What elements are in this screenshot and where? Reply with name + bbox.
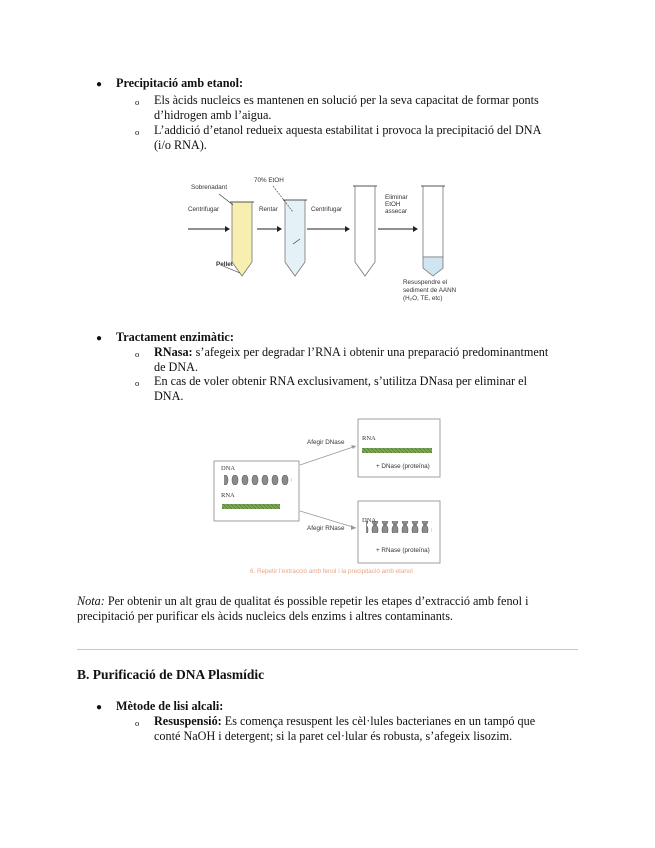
nota-paragraph: Nota: Per obtenir un alt grau de qualitat és possible repetir les etapes d’extracció amb fenol i precipitació per purificar els àcids nucleics dels enzims i altres contaminants. xyxy=(77,594,529,623)
label-70-etoh: 70% EtOH xyxy=(254,177,284,184)
label-eliminar-etoh: Eliminar EtOH assecar xyxy=(385,194,408,215)
list-item: L’addició d’etanol redueix aquesta estabilitat i provoca la precipitació del DNA (i/o RNA). xyxy=(154,123,542,152)
section-heading-b: B. Purificació de DNA Plasmídic xyxy=(77,667,265,682)
label-dna-bottom: DNA xyxy=(362,517,377,524)
section-divider xyxy=(77,649,578,650)
label-rnase-proteina: + RNase (proteïna) xyxy=(376,547,430,554)
label-rna-top: RNA xyxy=(362,435,376,442)
list-item: Resuspensió: Es comença resuspent les cèl·lules bacterianes en un tampó que conté NaOH i detergent; si la paret cel·lular és robusta, s’afegeix lisozim. xyxy=(154,714,536,743)
section-title-precipitacio: Precipitació amb etanol: xyxy=(116,76,244,90)
circle-bullet-icon: o xyxy=(135,349,140,359)
label-afegir-dnase: Afegir DNase xyxy=(307,439,345,446)
diagram-caption: 6. Repetir l’extracció amb fenol i la precipitació amb etanol xyxy=(250,568,413,575)
label-resuspendre: Resuspendre el sediment de AANN (H₂O, TE, etc) xyxy=(403,279,457,302)
label-centrifugar-2: Centrifugar xyxy=(311,206,343,213)
bullet-icon: ● xyxy=(96,702,103,713)
label-pellet: Pellet xyxy=(216,261,233,268)
label-afegir-rnase: Afegir RNase xyxy=(307,525,345,532)
circle-bullet-icon: o xyxy=(135,378,140,388)
label-dnase-proteina: + DNase (proteïna) xyxy=(376,463,430,470)
section-title-tractament: Tractament enzimàtic: xyxy=(116,330,234,344)
method-title: Mètode de lisi alcali: xyxy=(116,699,224,713)
bullet-icon: ● xyxy=(96,333,103,344)
circle-bullet-icon: o xyxy=(135,127,140,137)
bullet-icon: ● xyxy=(96,79,103,90)
list-item: En cas de voler obtenir RNA exclusivament, s’utilitza DNasa per eliminar el DNA. xyxy=(154,374,527,403)
label-dna: DNA xyxy=(221,465,236,472)
circle-bullet-icon: o xyxy=(135,97,140,107)
list-item: RNasa: s’afegeix per degradar l’RNA i obtenir una preparació predominantment de DNA. xyxy=(154,345,549,374)
label-rna: RNA xyxy=(221,492,235,499)
label-sobrenadant: Sobrenadant xyxy=(191,184,228,191)
circle-bullet-icon: o xyxy=(135,718,140,728)
label-rentar: Rentar xyxy=(259,206,278,213)
label-centrifugar: Centrifugar xyxy=(188,206,220,213)
list-item: Els àcids nucleics es mantenen en solució per la seva capacitat de formar ponts d’hidrogen amb l’aigua. xyxy=(154,93,539,122)
